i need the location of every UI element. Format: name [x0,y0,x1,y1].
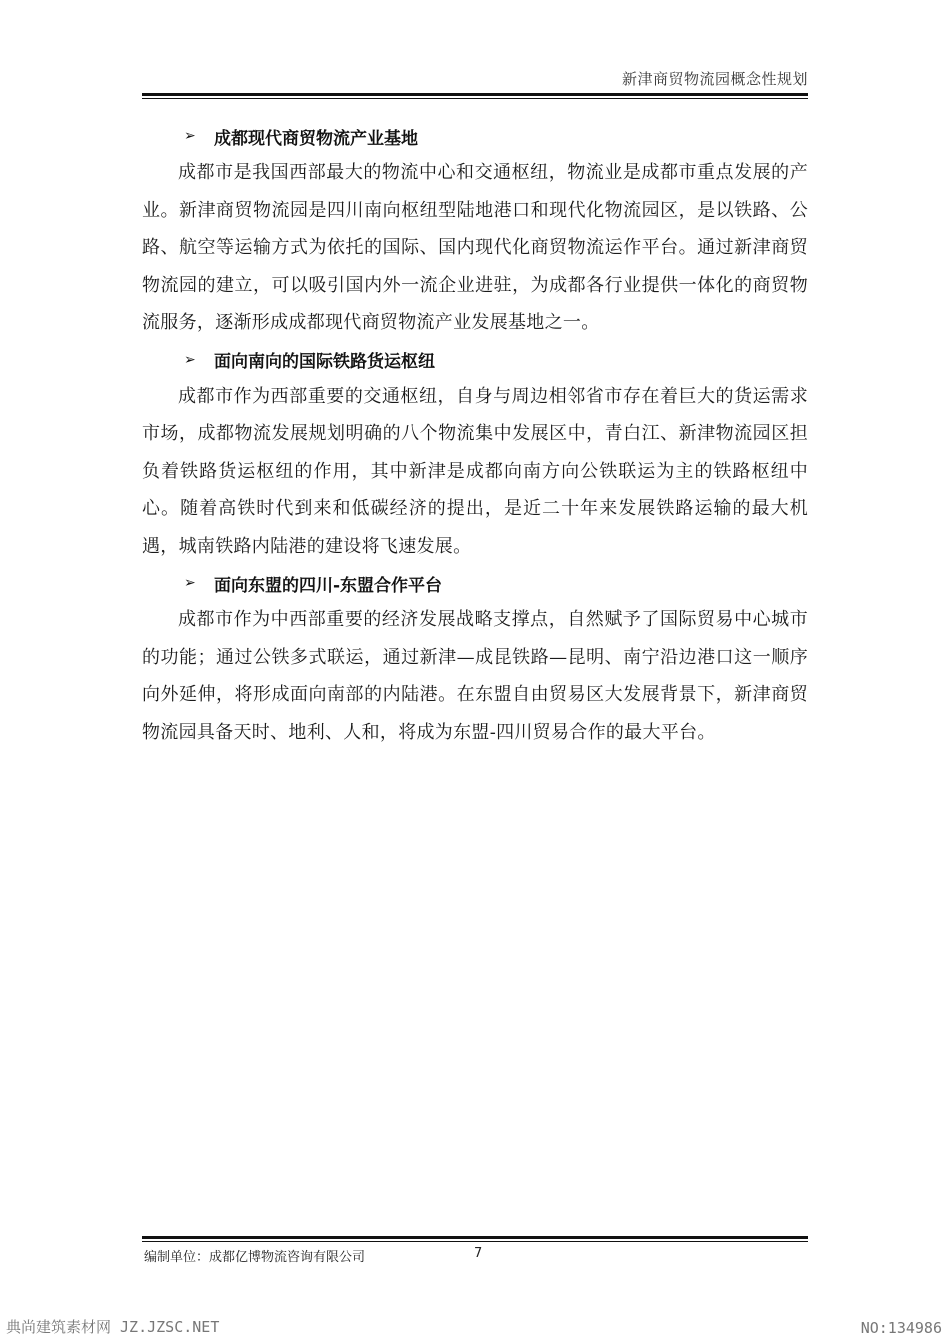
section-paragraph: 成都市是我国西部最大的物流中心和交通枢纽，物流业是成都市重点发展的产业。新津商贸物流园是四川南向枢纽型陆地港口和现代化物流园区，是以铁路、公路、航空等运输方式为依托的国际、国内现代化商贸物流运作平台。通过新津商贸物流园的建立，可以吸引国内外一流企业进驻，为成都各行业提供一体化的商贸物流服务，逐渐形成成都现代商贸物流产业发展基地之一。 [142,162,808,333]
page-number: 7 [474,1246,483,1261]
page-body [142,118,808,751]
section-paragraph: 成都市作为中西部重要的经济发展战略支撑点，自然赋予了国际贸易中心城市的功能；通过公铁多式联运，通过新津—成昆铁路—昆明、南宁沿边港口这一顺序向外延伸，将形成面向南部的内陆港。在东盟自由贸易区大发展背景下，新津商贸物流园具备天时、地利、人和，将成为东盟-四川贸易合作的最大平台。 [142,609,808,743]
document-title: 新津商贸物流园概念性规划 [621,70,808,88]
footer-divider-thick [142,1236,808,1239]
header-divider-thin [142,98,808,99]
section-heading [184,565,808,601]
section-heading-text: 面向东盟的四川-东盟合作平台 [214,575,443,596]
arrow-bullet-icon: ➢ [184,575,196,591]
watermark-number: NO:134986 [860,1319,942,1337]
arrow-bullet-icon: ➢ [184,128,196,144]
section-heading-text: 成都现代商贸物流产业基地 [214,128,418,149]
section [142,565,808,751]
arrow-bullet-icon: ➢ [184,351,196,368]
header-divider-thick [142,93,808,96]
footer-divider-thin [142,1241,808,1242]
section-heading [184,342,808,378]
watermark-site: 典尚建筑素材网 JZ.JZSC.NET [6,1318,220,1336]
section-heading-text: 面向南向的国际铁路货运枢纽 [214,352,435,372]
section [142,118,808,342]
footer-organization: 编制单位：成都亿博物流咨询有限公司 [144,1250,366,1265]
section-heading [184,118,808,154]
section [142,342,808,566]
section-paragraph: 成都市作为西部重要的交通枢纽，自身与周边相邻省市存在着巨大的货运需求市场，成都物流发展规划明确的八个物流集中发展区中，青白江、新津物流园区担负着铁路货运枢纽的作用，其中新津是成都向南方向公铁联运为主的铁路枢纽中心。随着高铁时代到来和低碳经济的提出，是近二十年来发展铁路运输的最大机遇，城南铁路内陆港的建设将飞速发展。 [142,385,808,557]
